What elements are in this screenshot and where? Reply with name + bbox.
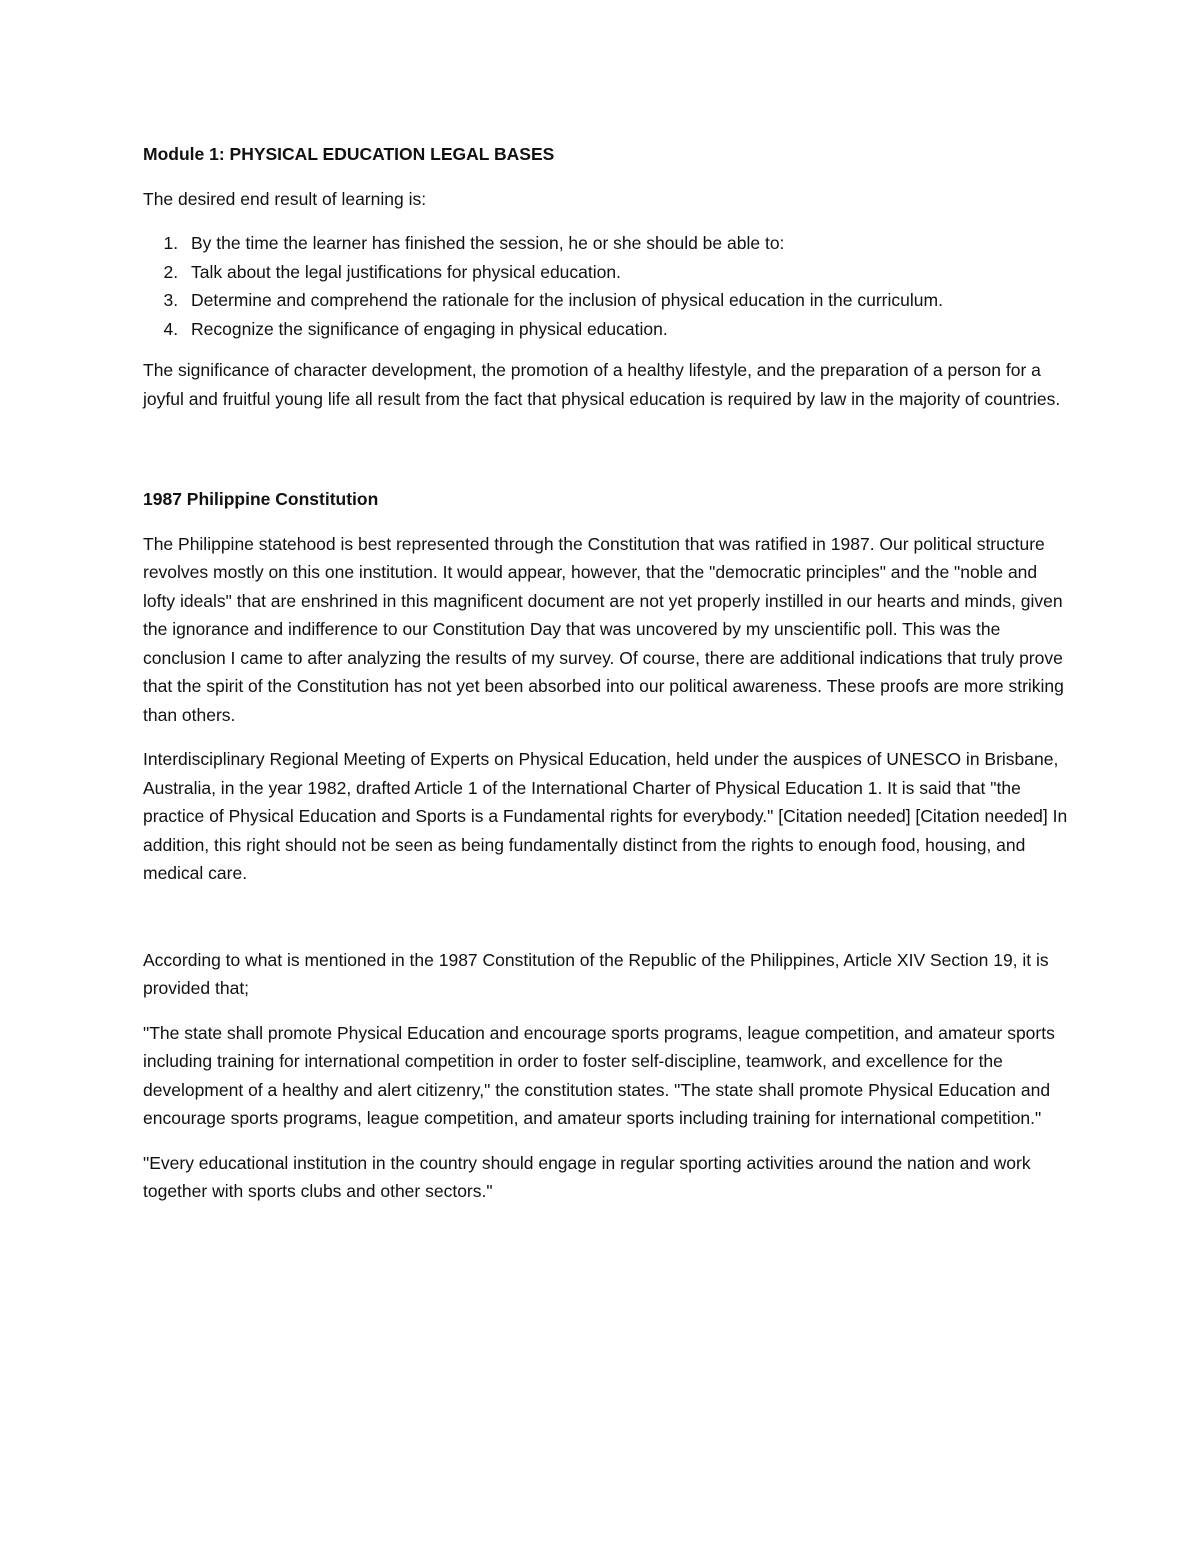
module-title: Module 1: PHYSICAL EDUCATION LEGAL BASES bbox=[143, 144, 555, 164]
objective-item: 3. Determine and comprehend the rationale for the inclusion of physical education in the curriculum. bbox=[183, 286, 1068, 315]
section-title: 1987 Philippine Constitution bbox=[143, 489, 379, 509]
unesco-paragraph: Interdisciplinary Regional Meeting of Experts on Physical Education, held under the auspices of UNESCO in Brisbane, Australia, in the year 1982, drafted Article 1 of the International Charter of Physical Education 1. It is said that "the practice of Physical Education and Sports is a Fundamental rights for everybody." [Citation needed] [Citation needed] In addition, this right should not be seen as being fundamentally distinct from the rights to enough food, housing, and medical care. bbox=[143, 749, 1068, 883]
article-paragraph: According to what is mentioned in the 1987 Constitution of the Republic of the Philippines, Article XIV Section 19, it is provided that; bbox=[143, 949, 1049, 998]
objectives-list bbox=[143, 229, 1068, 343]
spacer bbox=[143, 904, 1068, 946]
objective-item: 1. By the time the learner has finished the session, he or she should be able to: bbox=[183, 229, 1068, 258]
significance-paragraph: The significance of character development, the promotion of a healthy lifestyle, and the preparation of a person for a joyful and fruitful young life all result from the fact that physical education is required by law in the majority of countries. bbox=[143, 360, 1061, 409]
spacer bbox=[143, 429, 1068, 485]
learning-intro: The desired end result of learning is: bbox=[143, 188, 427, 209]
institution-paragraph: "Every educational institution in the country should engage in regular sporting activities around the nation and work together with sports clubs and other sectors." bbox=[143, 1152, 1031, 1201]
quote-paragraph: "The state shall promote Physical Education and encourage sports programs, league competition, and amateur sports including training for international competition in order to foster self-discipline, teamwork, and excellence for the development of a healthy and alert citizenry," the constitution states. "The state shall promote Physical Education and encourage sports programs, league competition, and amateur sports including training for international competition." bbox=[143, 1022, 1055, 1128]
constitution-paragraph: The Philippine statehood is best represented through the Constitution that was ratified in 1987. Our political structure revolves mostly on this one institution. It would appear, however, that the "democratic principles" and the "noble and lofty ideals" that are enshrined in this magnificent document are not yet properly instilled in our hearts and minds, given the ignorance and indifference to our Constitution Day that was uncovered by my unscientific poll. This was the conclusion I came to after analyzing the results of my survey. Of course, there are additional indications that truly prove that the spirit of the Constitution has not yet been absorbed into our political awareness. These proofs are more striking than others. bbox=[143, 533, 1064, 725]
objective-item: 2. Talk about the legal justifications for physical education. bbox=[183, 258, 1068, 287]
objective-item: 4. Recognize the significance of engaging in physical education. bbox=[183, 315, 1068, 344]
document-page bbox=[143, 140, 1068, 1222]
